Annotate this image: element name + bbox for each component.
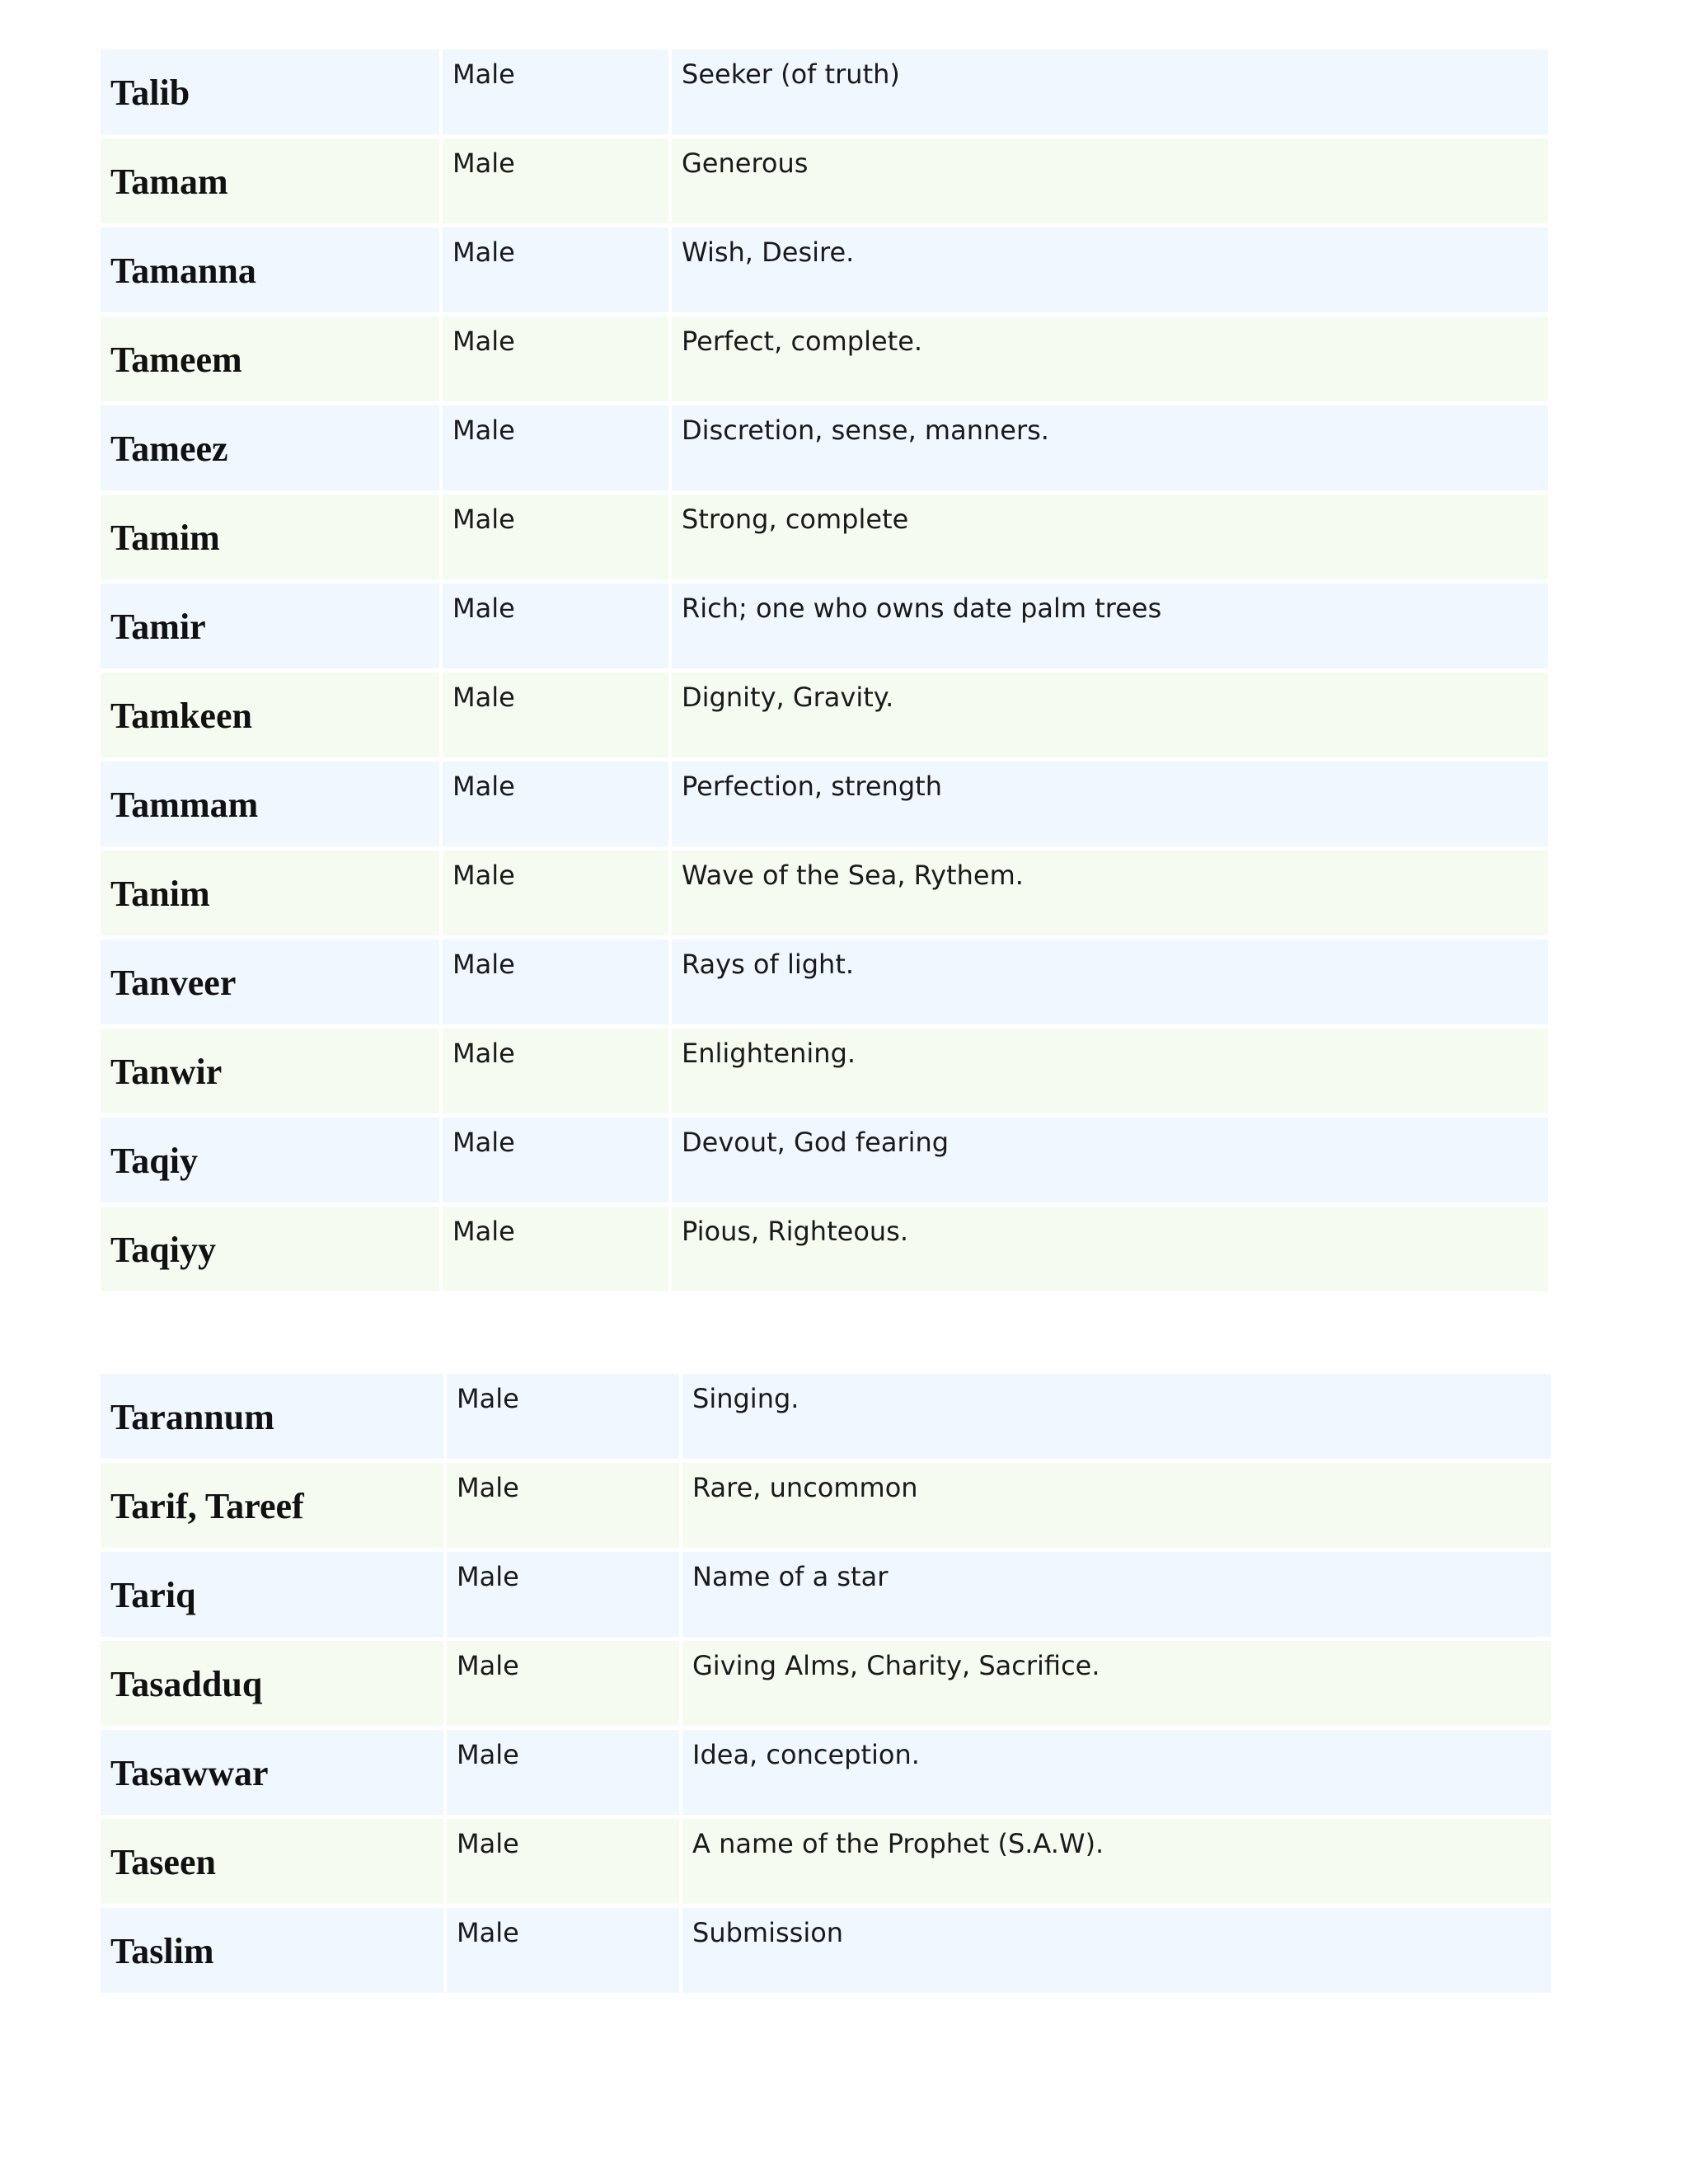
gender-text: Male	[452, 59, 515, 90]
gender-cell	[443, 1463, 679, 1552]
names-table-2	[101, 1374, 1551, 1997]
name-cell	[101, 227, 439, 316]
table-row	[101, 940, 1548, 1029]
meaning-text: Rays of light.	[682, 949, 855, 980]
name-text: Tasawwar	[110, 1753, 269, 1793]
table-row	[101, 673, 1548, 762]
meaning-cell	[668, 1118, 1548, 1207]
gender-text: Male	[457, 1561, 519, 1592]
gender-cell	[439, 583, 668, 673]
gender-text: Male	[452, 237, 515, 268]
name-text: Taslim	[110, 1931, 214, 1971]
meaning-text: A name of the Prophet (S.A.W).	[692, 1828, 1104, 1859]
meaning-text: Discretion, sense, manners.	[682, 415, 1049, 446]
gender-cell	[439, 316, 668, 405]
meaning-cell	[668, 583, 1548, 673]
meaning-cell	[668, 940, 1548, 1029]
gender-cell	[439, 851, 668, 940]
gender-text: Male	[452, 504, 515, 535]
gender-text: Male	[457, 1650, 519, 1681]
name-cell	[101, 1819, 443, 1908]
meaning-text: Perfect, complete.	[682, 326, 923, 357]
name-text: Tameez	[110, 429, 228, 469]
gender-cell	[443, 1730, 679, 1819]
name-cell	[101, 1118, 439, 1207]
table-row	[101, 1029, 1548, 1118]
name-text: Tamkeen	[110, 696, 252, 736]
name-text: Tariq	[110, 1575, 196, 1615]
gender-text: Male	[457, 1828, 519, 1859]
name-text: Tanwir	[110, 1052, 223, 1092]
name-text: Tanveer	[110, 963, 237, 1003]
meaning-cell	[668, 405, 1548, 494]
name-text: Tammam	[110, 785, 259, 825]
table-row	[101, 1819, 1551, 1908]
meaning-cell	[668, 316, 1548, 405]
name-text: Talib	[110, 73, 190, 113]
gender-text: Male	[452, 326, 515, 357]
meaning-cell	[679, 1552, 1551, 1641]
name-cell	[101, 1207, 439, 1296]
gender-text: Male	[452, 593, 515, 624]
meaning-text: Wish, Desire.	[682, 237, 855, 268]
gender-cell	[439, 1207, 668, 1296]
name-text: Taqiy	[110, 1141, 199, 1181]
gender-cell	[443, 1552, 679, 1641]
gender-cell	[439, 494, 668, 583]
gender-text: Male	[452, 860, 515, 891]
name-cell	[101, 940, 439, 1029]
gender-text: Male	[452, 1216, 515, 1247]
gender-text: Male	[457, 1472, 519, 1503]
gender-cell	[443, 1908, 679, 1997]
gender-cell	[439, 227, 668, 316]
gender-text: Male	[452, 949, 515, 980]
table-row	[101, 1908, 1551, 1997]
names-table-1	[101, 49, 1548, 1296]
name-cell	[101, 316, 439, 405]
name-text: Taseen	[110, 1842, 216, 1882]
gender-cell	[439, 1118, 668, 1207]
meaning-text: Perfection, strength	[682, 771, 942, 802]
table-row	[101, 494, 1548, 583]
gender-text: Male	[452, 1038, 515, 1069]
table-row	[101, 851, 1548, 940]
gender-text: Male	[457, 1383, 519, 1414]
table-row	[101, 1207, 1548, 1296]
gender-cell	[439, 940, 668, 1029]
table-row	[101, 1118, 1548, 1207]
meaning-cell	[679, 1463, 1551, 1552]
meaning-text: Name of a star	[692, 1561, 889, 1592]
meaning-cell	[668, 494, 1548, 583]
table-row	[101, 316, 1548, 405]
meaning-text: Seeker (of truth)	[682, 59, 900, 90]
name-text: Tamim	[110, 518, 220, 558]
table-row	[101, 1463, 1551, 1552]
name-cell	[101, 1908, 443, 1997]
meaning-text: Devout, God fearing	[682, 1127, 950, 1158]
meaning-cell	[679, 1730, 1551, 1819]
name-cell	[101, 851, 439, 940]
name-cell	[101, 405, 439, 494]
table-row	[101, 1730, 1551, 1819]
name-text: Tamanna	[110, 251, 256, 291]
name-cell	[101, 1552, 443, 1641]
table-row	[101, 1552, 1551, 1641]
gender-text: Male	[457, 1739, 519, 1770]
meaning-text: Wave of the Sea, Rythem.	[682, 860, 1024, 891]
gender-cell	[439, 1029, 668, 1118]
meaning-cell	[668, 1207, 1548, 1296]
meaning-text: Rich; one who owns date palm trees	[682, 593, 1162, 624]
meaning-cell	[668, 762, 1548, 851]
meaning-text: Strong, complete	[682, 504, 909, 535]
meaning-cell	[668, 673, 1548, 762]
gender-cell	[439, 405, 668, 494]
table-row	[101, 1374, 1551, 1463]
meaning-text: Singing.	[692, 1383, 799, 1414]
name-cell	[101, 49, 439, 138]
gender-cell	[439, 138, 668, 227]
name-text: Tarif, Tareef	[110, 1486, 304, 1526]
meaning-text: Rare, uncommon	[692, 1472, 918, 1503]
meaning-cell	[668, 49, 1548, 138]
gender-text: Male	[457, 1917, 519, 1948]
meaning-text: Generous	[682, 148, 809, 179]
meaning-text: Enlightening.	[682, 1038, 856, 1069]
gender-text: Male	[452, 1127, 515, 1158]
name-text: Tameem	[110, 340, 242, 380]
meaning-cell	[668, 227, 1548, 316]
name-cell	[101, 583, 439, 673]
table-row	[101, 762, 1548, 851]
gender-text: Male	[452, 148, 515, 179]
meaning-text: Pious, Righteous.	[682, 1216, 909, 1247]
gender-cell	[439, 673, 668, 762]
meaning-cell	[668, 851, 1548, 940]
name-cell	[101, 673, 439, 762]
name-cell	[101, 1463, 443, 1552]
name-cell	[101, 1374, 443, 1463]
name-text: Tamir	[110, 607, 206, 647]
name-text: Tamam	[110, 162, 228, 202]
name-cell	[101, 762, 439, 851]
name-text: Tanim	[110, 874, 210, 914]
meaning-text: Giving Alms, Charity, Sacrifice.	[692, 1650, 1100, 1681]
table-row	[101, 138, 1548, 227]
name-cell	[101, 1730, 443, 1819]
meaning-cell	[668, 138, 1548, 227]
name-text: Tarannum	[110, 1397, 274, 1437]
meaning-cell	[679, 1641, 1551, 1730]
name-cell	[101, 1641, 443, 1730]
meaning-cell	[679, 1819, 1551, 1908]
meaning-cell	[668, 1029, 1548, 1118]
gender-cell	[443, 1819, 679, 1908]
table-row	[101, 1641, 1551, 1730]
name-text: Tasadduq	[110, 1664, 263, 1704]
name-text: Taqiyy	[110, 1230, 217, 1270]
gender-cell	[443, 1374, 679, 1463]
name-cell	[101, 1029, 439, 1118]
meaning-text: Dignity, Gravity.	[682, 682, 894, 713]
table-row	[101, 405, 1548, 494]
name-cell	[101, 138, 439, 227]
gender-text: Male	[452, 415, 515, 446]
meaning-text: Submission	[692, 1917, 844, 1948]
gender-cell	[443, 1641, 679, 1730]
gender-cell	[439, 762, 668, 851]
meaning-cell	[679, 1908, 1551, 1997]
meaning-text: Idea, conception.	[692, 1739, 920, 1770]
gender-cell	[439, 49, 668, 138]
name-cell	[101, 494, 439, 583]
gender-text: Male	[452, 771, 515, 802]
table-row	[101, 49, 1548, 138]
table-row	[101, 583, 1548, 673]
meaning-cell	[679, 1374, 1551, 1463]
gender-text: Male	[452, 682, 515, 713]
table-row	[101, 227, 1548, 316]
